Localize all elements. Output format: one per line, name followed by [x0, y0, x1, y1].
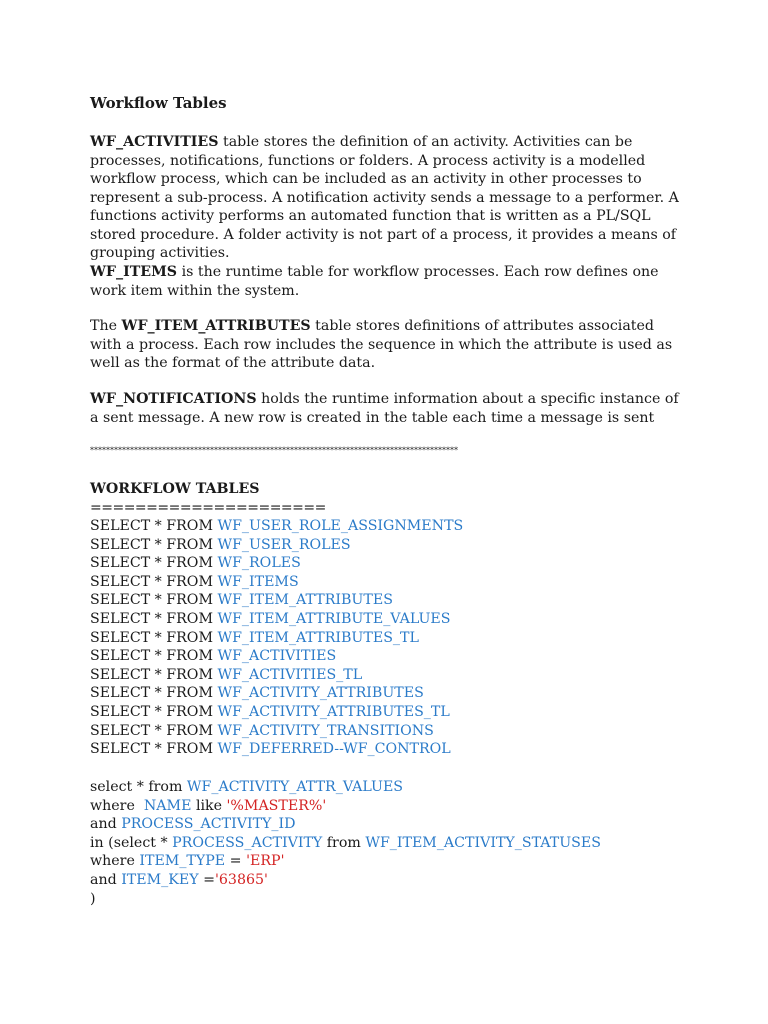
sql-keyword: SELECT * FROM — [90, 629, 218, 646]
sql-table: WF_ROLES — [217, 555, 301, 572]
select-query-line — [90, 536, 463, 555]
sql-line — [90, 871, 601, 890]
paragraph-text: is the runtime table for workflow processes. Each row defines one work item within the system. — [90, 264, 659, 299]
sql-keyword: SELECT * FROM — [90, 610, 218, 627]
paragraph-text: table stores the definition of an activity. Activities can be processes, notifications, functions or folders. A process activity is a modelled workflow process, which can be included as an activity in other processes to represent a sub-process. A notification activity sends a message to a performer. A functions activity performs an automated function that is written as a PL/SQL stored procedure. A folder activity is not part of a process, it provides a means of grouping activities. — [90, 134, 679, 261]
sql-column: ITEM_KEY — [121, 871, 199, 888]
select-query-line — [90, 554, 463, 573]
sql-table: WF_ACTIVITIES_TL — [217, 666, 363, 683]
sql-keyword: SELECT * FROM — [90, 518, 218, 534]
sql-keyword: and — [90, 871, 122, 888]
page-title: Workflow Tables — [90, 94, 227, 112]
paragraph-wf-notifications — [90, 390, 680, 427]
select-query-line — [90, 573, 463, 592]
select-query-line — [90, 684, 463, 703]
sql-column: ITEM_TYPE — [139, 853, 226, 870]
sql-keyword: SELECT * FROM — [90, 685, 218, 702]
select-query-line — [90, 517, 463, 536]
sql-keyword: SELECT * FROM — [90, 592, 218, 609]
sql-string: '63865' — [214, 871, 268, 888]
select-query-line — [90, 647, 463, 666]
sql-line — [90, 852, 601, 871]
sql-keyword: from — [322, 834, 366, 851]
sql-keyword: in (select * — [90, 834, 173, 851]
term-label: WF_ITEM_ATTRIBUTES — [121, 318, 311, 334]
sql-line — [90, 778, 601, 797]
sql-line — [90, 890, 601, 909]
sql-table: WF_ACTIVITIES — [217, 648, 337, 665]
sql-operator: like — [191, 797, 227, 814]
paragraph-wf-activities — [90, 133, 680, 263]
select-query-line — [90, 610, 463, 629]
select-query-line — [90, 591, 463, 610]
paragraph-prefix: The — [90, 318, 122, 334]
paragraph-wf-items — [90, 263, 680, 300]
sql-keyword: ) — [90, 890, 96, 907]
sql-line — [90, 797, 601, 816]
sql-table: WF_ITEMS — [217, 573, 299, 590]
paragraph-text: holds the runtime information about a specific instance of a sent message. A new row is created in the table each time a message is sent — [90, 391, 679, 426]
sql-column: PROCESS_ACTIVITY_ID — [121, 816, 296, 833]
select-query-line — [90, 722, 463, 741]
select-query-line — [90, 740, 463, 759]
select-query-list — [90, 517, 463, 759]
sql-operator: = — [198, 871, 215, 888]
sql-string: 'ERP' — [246, 853, 285, 870]
sql-keyword: select * from — [90, 779, 187, 795]
sql-keyword: SELECT * FROM — [90, 555, 218, 572]
sql-table: WF_ACTIVITY_TRANSITIONS — [217, 722, 434, 739]
select-query-line — [90, 666, 463, 685]
sql-line — [90, 834, 601, 853]
sql-keyword: where — [90, 853, 140, 870]
asterisk-divider: ******************************************************************************************** — [90, 446, 458, 455]
sql-keyword: SELECT * FROM — [90, 722, 218, 739]
sql-table: WF_ACTIVITY_ATTRIBUTES — [217, 685, 424, 702]
sql-table: WF_ACTIVITY_ATTR_VALUES — [186, 779, 404, 795]
paragraph-text: table stores definitions of attributes associated with a process. Each row includes the sequence in which the attribute is used as well as the format of the attribute data. — [90, 318, 673, 371]
sql-line — [90, 815, 601, 834]
term-label: WF_NOTIFICATIONS — [90, 391, 257, 407]
term-label: WF_ACTIVITIES — [90, 134, 219, 150]
section-underline: ===================== — [90, 500, 326, 516]
sql-keyword: SELECT * FROM — [90, 573, 218, 590]
select-query-line — [90, 703, 463, 722]
sql-table: WF_DEFERRED--WF_CONTROL — [217, 741, 451, 758]
sql-table: WF_ITEM_ATTRIBUTE_VALUES — [217, 610, 451, 627]
sql-column: PROCESS_ACTIVITY — [172, 834, 323, 851]
sql-keyword: SELECT * FROM — [90, 648, 218, 665]
sql-string: '%MASTER%' — [226, 797, 327, 814]
sql-keyword: where — [90, 797, 144, 814]
sql-column: NAME — [143, 797, 192, 814]
sql-table: WF_USER_ROLE_ASSIGNMENTS — [217, 518, 464, 534]
sql-table: WF_ITEM_ATTRIBUTES_TL — [217, 629, 419, 646]
sql-table: WF_USER_ROLES — [217, 536, 351, 553]
sql-table: WF_ITEM_ACTIVITY_STATUSES — [365, 834, 601, 851]
sql-keyword: SELECT * FROM — [90, 741, 218, 758]
sql-keyword: SELECT * FROM — [90, 703, 218, 720]
section-title: WORKFLOW TABLES — [90, 481, 260, 497]
select-query-line — [90, 629, 463, 648]
paragraph-wf-item-attributes — [90, 317, 680, 373]
sql-keyword: SELECT * FROM — [90, 666, 218, 683]
sql-operator: = — [225, 853, 247, 870]
sql-table: WF_ITEM_ATTRIBUTES — [217, 592, 393, 609]
sql-keyword: SELECT * FROM — [90, 536, 218, 553]
sql-keyword: and — [90, 816, 122, 833]
sql-table: WF_ACTIVITY_ATTRIBUTES_TL — [217, 703, 450, 720]
term-label: WF_ITEMS — [90, 264, 178, 280]
sql-query-block — [90, 778, 601, 908]
